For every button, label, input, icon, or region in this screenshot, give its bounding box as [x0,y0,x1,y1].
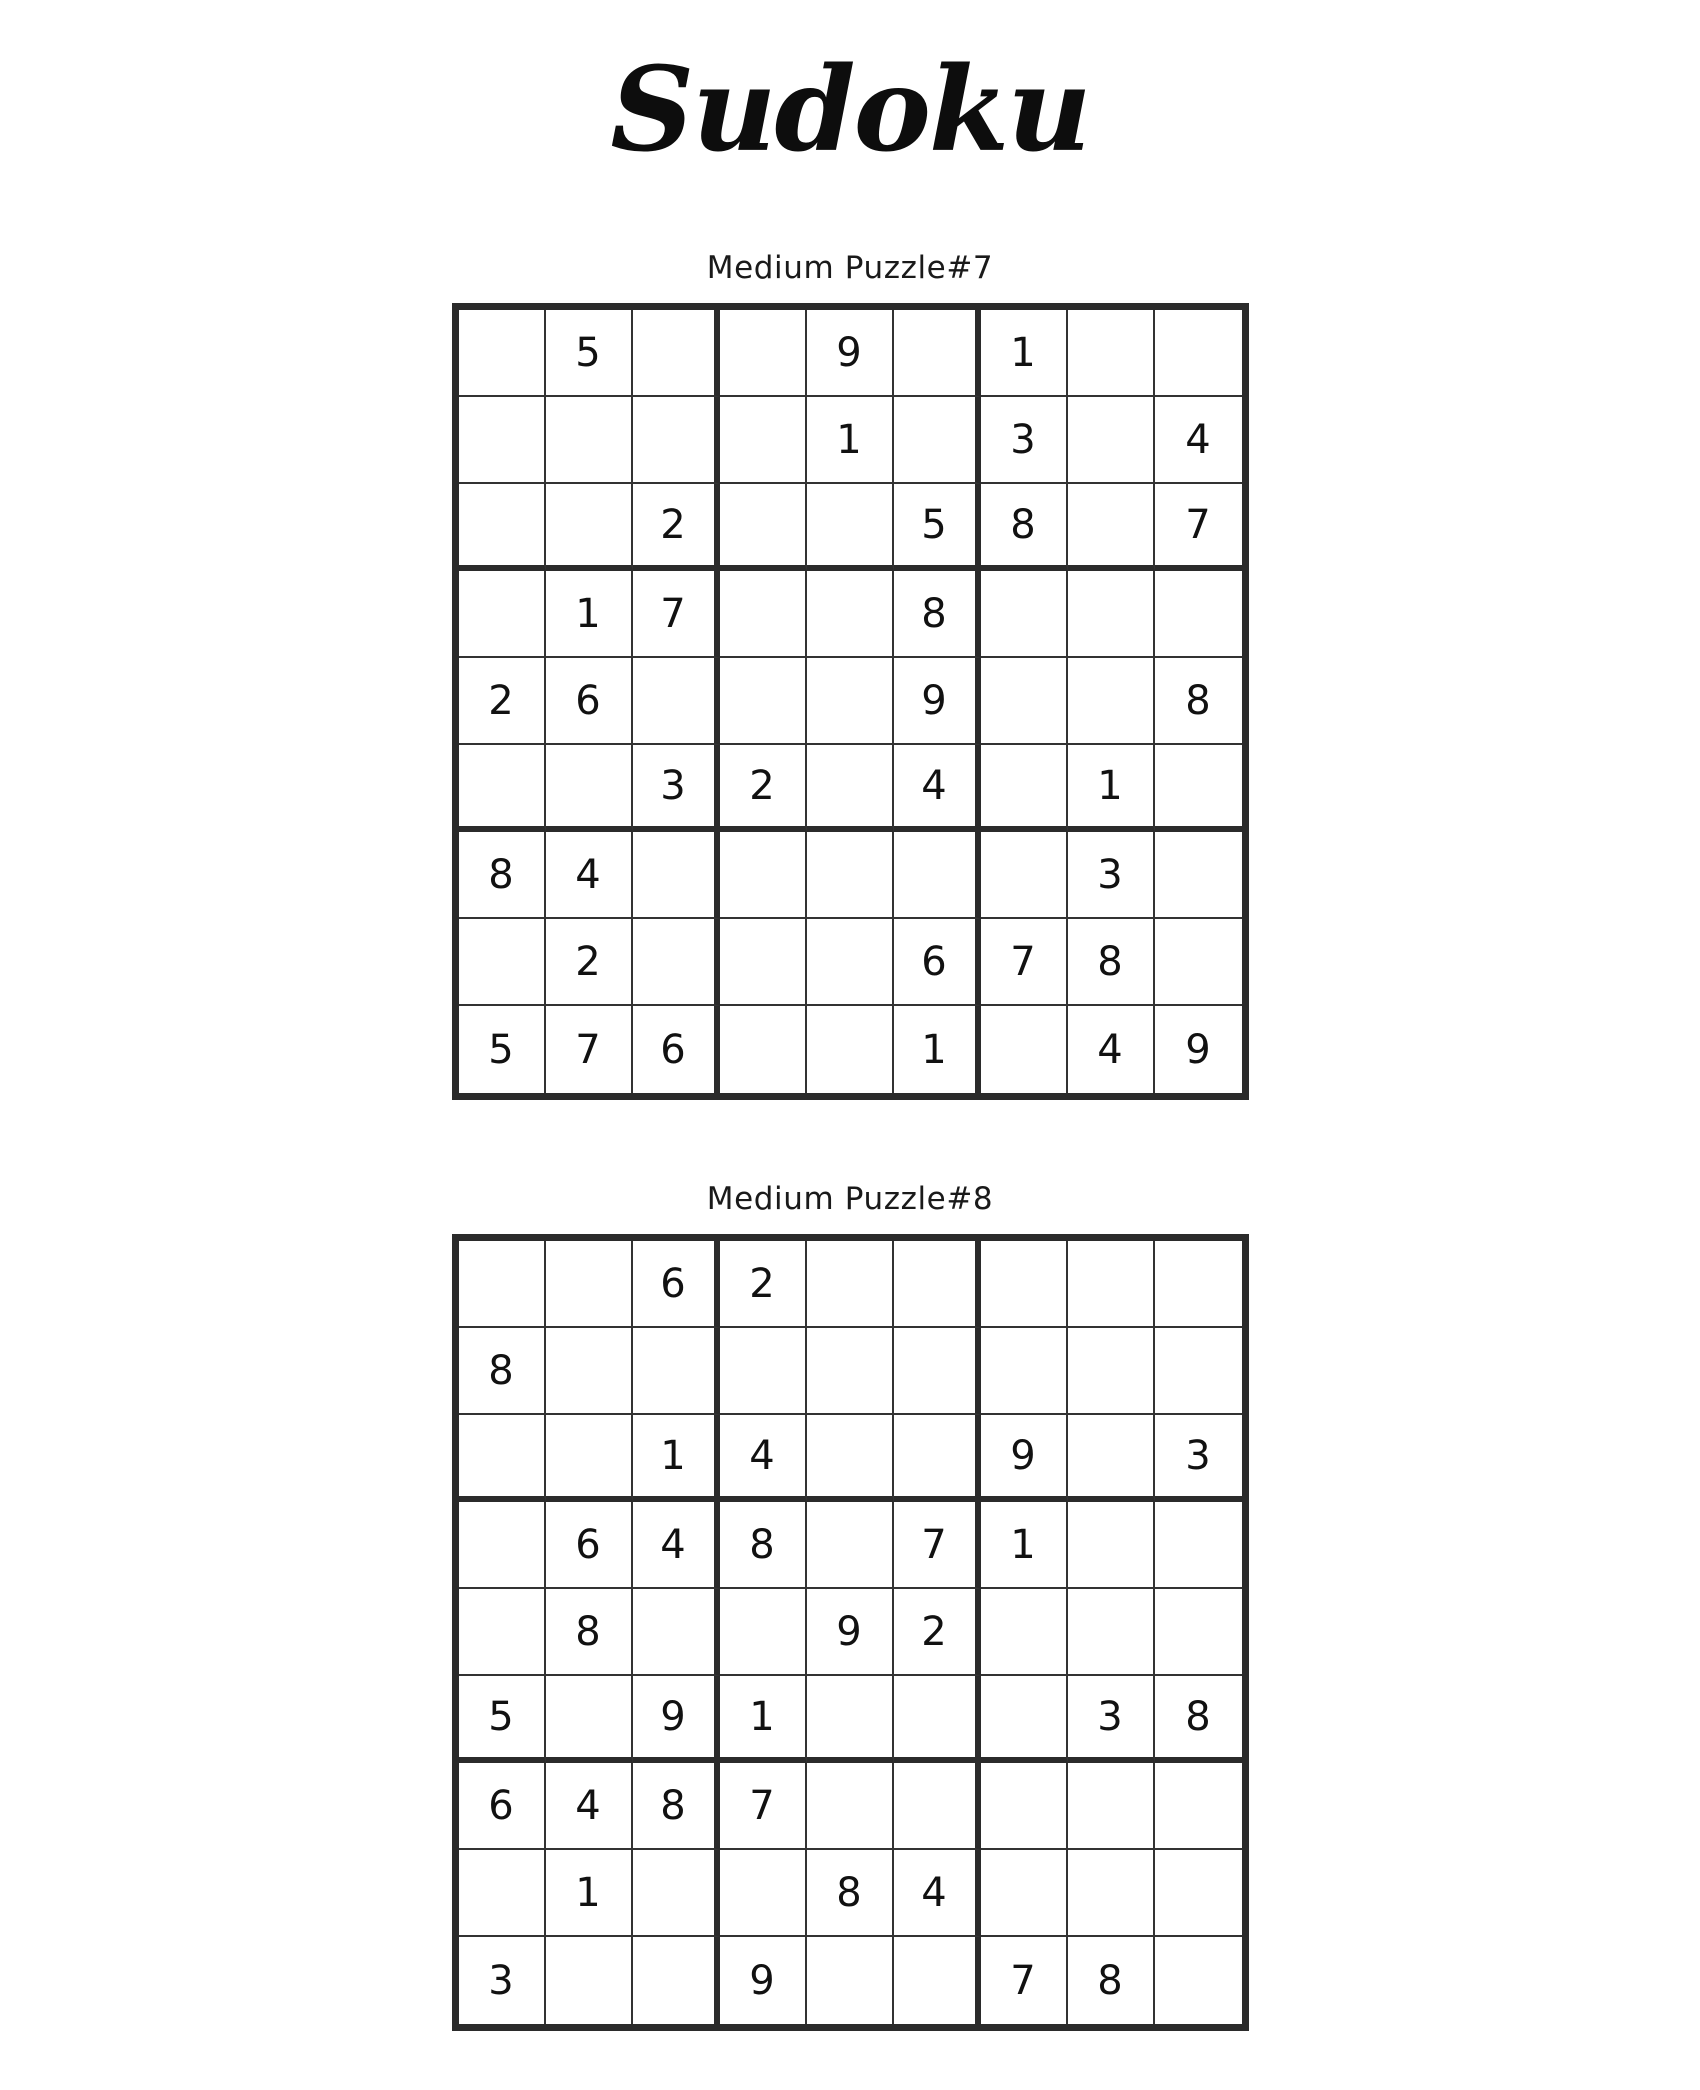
sudoku-cell-empty[interactable] [807,1241,894,1328]
sudoku-cell-given[interactable]: 6 [633,1241,720,1328]
sudoku-cell-empty[interactable] [1068,571,1155,658]
sudoku-cell-empty[interactable] [807,484,894,571]
sudoku-cell-given[interactable]: 1 [807,397,894,484]
sudoku-cell-empty[interactable] [981,1328,1068,1415]
sudoku-cell-empty[interactable] [546,1676,633,1763]
sudoku-cell-empty[interactable] [894,1763,981,1850]
sudoku-cell-empty[interactable] [894,832,981,919]
sudoku-cell-given[interactable]: 4 [720,1415,807,1502]
sudoku-cell-empty[interactable] [1155,1502,1242,1589]
sudoku-cell-given[interactable]: 8 [1068,919,1155,1006]
sudoku-cell-empty[interactable] [807,832,894,919]
sudoku-cell-given[interactable]: 2 [894,1589,981,1676]
sudoku-cell-empty[interactable] [720,1589,807,1676]
sudoku-cell-given[interactable]: 5 [459,1006,546,1093]
sudoku-cell-empty[interactable] [981,832,1068,919]
sudoku-cell-empty[interactable] [1155,832,1242,919]
sudoku-cell-empty[interactable] [894,1415,981,1502]
sudoku-cell-given[interactable]: 8 [720,1502,807,1589]
sudoku-cell-empty[interactable] [981,658,1068,745]
sudoku-cell-given[interactable]: 6 [459,1763,546,1850]
sudoku-cell-given[interactable]: 9 [633,1676,720,1763]
sudoku-cell-given[interactable]: 9 [894,658,981,745]
sudoku-cell-empty[interactable] [1155,919,1242,1006]
sudoku-cell-empty[interactable] [633,1328,720,1415]
sudoku-cell-empty[interactable] [720,1328,807,1415]
sudoku-cell-given[interactable]: 8 [807,1850,894,1937]
sudoku-cell-empty[interactable] [720,397,807,484]
sudoku-cell-empty[interactable] [981,1241,1068,1328]
sudoku-cell-given[interactable]: 7 [546,1006,633,1093]
sudoku-cell-given[interactable]: 9 [720,1937,807,2024]
sudoku-cell-given[interactable]: 9 [981,1415,1068,1502]
sudoku-cell-given[interactable]: 8 [546,1589,633,1676]
sudoku-cell-given[interactable]: 5 [459,1676,546,1763]
sudoku-cell-empty[interactable] [633,919,720,1006]
sudoku-cell-given[interactable]: 7 [981,1937,1068,2024]
sudoku-cell-empty[interactable] [894,1937,981,2024]
puzzle-grid-wrapper-1 [0,303,1700,1100]
sudoku-cell-empty[interactable] [807,1937,894,2024]
sudoku-cell-empty[interactable] [1155,1937,1242,2024]
sudoku-cell-given[interactable]: 4 [894,745,981,832]
sudoku-cell-empty[interactable] [807,1676,894,1763]
sudoku-cell-empty[interactable] [1068,1328,1155,1415]
sudoku-cell-given[interactable]: 6 [546,658,633,745]
page-title: Sudoku [610,42,1090,178]
sudoku-cell-given[interactable]: 8 [459,1328,546,1415]
sudoku-cell-empty[interactable] [894,310,981,397]
sudoku-cell-empty[interactable] [807,1328,894,1415]
sudoku-cell-empty[interactable] [1155,745,1242,832]
sudoku-cell-given[interactable]: 1 [546,1850,633,1937]
sudoku-cell-given[interactable]: 1 [981,310,1068,397]
sudoku-cell-empty[interactable] [720,658,807,745]
sudoku-cell-empty[interactable] [1068,1763,1155,1850]
sudoku-cell-empty[interactable] [633,1937,720,2024]
sudoku-cell-given[interactable]: 3 [981,397,1068,484]
sudoku-cell-empty[interactable] [1155,310,1242,397]
sudoku-cell-empty[interactable] [720,571,807,658]
sudoku-cell-empty[interactable] [981,1676,1068,1763]
sudoku-cell-empty[interactable] [459,1415,546,1502]
sudoku-cell-empty[interactable] [546,1415,633,1502]
sudoku-cell-empty[interactable] [546,397,633,484]
sudoku-cell-empty[interactable] [807,1502,894,1589]
sudoku-cell-empty[interactable] [1068,1850,1155,1937]
sudoku-cell-empty[interactable] [807,745,894,832]
sudoku-cell-empty[interactable] [633,658,720,745]
sudoku-cell-empty[interactable] [807,1415,894,1502]
sudoku-cell-given[interactable]: 5 [546,310,633,397]
sudoku-cell-given[interactable]: 1 [633,1415,720,1502]
sudoku-cell-empty[interactable] [459,1589,546,1676]
sudoku-cell-empty[interactable] [1068,484,1155,571]
sudoku-cell-empty[interactable] [1068,397,1155,484]
sudoku-cell-given[interactable]: 4 [633,1502,720,1589]
sudoku-cell-empty[interactable] [720,1006,807,1093]
sudoku-cell-empty[interactable] [720,1850,807,1937]
sudoku-cell-empty[interactable] [807,1006,894,1093]
sudoku-cell-given[interactable]: 7 [894,1502,981,1589]
sudoku-cell-given[interactable]: 7 [633,571,720,658]
sudoku-cell-empty[interactable] [981,1763,1068,1850]
sudoku-cell-given[interactable]: 1 [981,1502,1068,1589]
sudoku-cell-given[interactable]: 8 [633,1763,720,1850]
puzzle-section-1 [0,250,1700,1100]
sudoku-cell-empty[interactable] [546,745,633,832]
sudoku-cell-given[interactable]: 9 [807,310,894,397]
sudoku-cell-empty[interactable] [546,1241,633,1328]
puzzle-section-2 [0,1181,1700,2031]
sudoku-cell-empty[interactable] [633,1589,720,1676]
sudoku-grid-1[interactable] [452,303,1249,1100]
sudoku-cell-empty[interactable] [807,658,894,745]
sudoku-cell-empty[interactable] [633,832,720,919]
sudoku-cell-given[interactable]: 2 [459,658,546,745]
sudoku-cell-empty[interactable] [981,1850,1068,1937]
sudoku-cell-empty[interactable] [720,919,807,1006]
sudoku-cell-empty[interactable] [894,1676,981,1763]
sudoku-cell-given[interactable]: 2 [720,745,807,832]
sudoku-cell-given[interactable]: 8 [1155,1676,1242,1763]
sudoku-cell-empty[interactable] [720,832,807,919]
sudoku-cell-empty[interactable] [807,1763,894,1850]
sudoku-cell-empty[interactable] [459,571,546,658]
sudoku-cell-given[interactable]: 9 [807,1589,894,1676]
sudoku-cell-given[interactable]: 8 [894,571,981,658]
sudoku-cell-given[interactable]: 9 [1155,1006,1242,1093]
sudoku-cell-given[interactable]: 2 [720,1241,807,1328]
sudoku-cell-given[interactable]: 2 [546,919,633,1006]
sudoku-cell-given[interactable]: 6 [633,1006,720,1093]
sudoku-cell-given[interactable]: 7 [981,919,1068,1006]
puzzle-grid-wrapper-2 [0,1234,1700,2031]
sudoku-cell-given[interactable]: 2 [633,484,720,571]
sudoku-cell-given[interactable]: 7 [1155,484,1242,571]
sudoku-cell-empty[interactable] [807,919,894,1006]
sudoku-cell-empty[interactable] [459,1502,546,1589]
sudoku-cell-given[interactable]: 4 [546,1763,633,1850]
sudoku-cell-given[interactable]: 8 [1068,1937,1155,2024]
sudoku-cell-given[interactable]: 4 [1068,1006,1155,1093]
sudoku-cell-empty[interactable] [1155,1763,1242,1850]
sudoku-cell-empty[interactable] [459,745,546,832]
sudoku-cell-empty[interactable] [894,397,981,484]
sudoku-cell-empty[interactable] [981,1589,1068,1676]
sudoku-cell-given[interactable]: 7 [720,1763,807,1850]
sudoku-cell-empty[interactable] [459,310,546,397]
sudoku-cell-empty[interactable] [459,1850,546,1937]
sudoku-cell-given[interactable]: 5 [894,484,981,571]
sudoku-cell-empty[interactable] [1068,658,1155,745]
sudoku-cell-empty[interactable] [1068,1589,1155,1676]
sudoku-cell-given[interactable]: 6 [546,1502,633,1589]
sudoku-cell-empty[interactable] [981,571,1068,658]
sudoku-cell-given[interactable]: 1 [720,1676,807,1763]
sudoku-cell-empty[interactable] [459,1241,546,1328]
sudoku-cell-empty[interactable] [720,310,807,397]
sudoku-cell-empty[interactable] [546,1328,633,1415]
sudoku-cell-empty[interactable] [1155,1328,1242,1415]
sudoku-cell-given[interactable]: 1 [894,1006,981,1093]
sudoku-cell-given[interactable]: 4 [546,832,633,919]
sudoku-cell-given[interactable]: 1 [1068,745,1155,832]
sudoku-cell-given[interactable]: 3 [633,745,720,832]
sudoku-cell-empty[interactable] [981,1006,1068,1093]
sudoku-cell-empty[interactable] [633,310,720,397]
sudoku-cell-empty[interactable] [894,1241,981,1328]
sudoku-cell-empty[interactable] [720,484,807,571]
sudoku-cell-empty[interactable] [1155,571,1242,658]
sudoku-cell-given[interactable]: 8 [981,484,1068,571]
sudoku-cell-given[interactable]: 4 [1155,397,1242,484]
sudoku-cell-empty[interactable] [546,1937,633,2024]
sudoku-cell-given[interactable]: 8 [1155,658,1242,745]
sudoku-cell-empty[interactable] [459,919,546,1006]
sudoku-cell-empty[interactable] [1068,310,1155,397]
sudoku-cell-given[interactable]: 8 [459,832,546,919]
sudoku-cell-empty[interactable] [981,745,1068,832]
puzzle-label-1: Medium Puzzle#7 [706,250,994,286]
sudoku-grid-2[interactable] [452,1234,1249,2031]
sudoku-cell-given[interactable]: 4 [894,1850,981,1937]
puzzle-label-2: Medium Puzzle#8 [706,1181,994,1217]
sudoku-cell-empty[interactable] [1155,1850,1242,1937]
sudoku-cell-given[interactable]: 3 [459,1937,546,2024]
sudoku-cell-empty[interactable] [807,571,894,658]
sudoku-cell-empty[interactable] [1155,1589,1242,1676]
sudoku-cell-given[interactable]: 3 [1068,1676,1155,1763]
sudoku-cell-given[interactable]: 6 [894,919,981,1006]
sudoku-cell-empty[interactable] [633,1850,720,1937]
sudoku-cell-empty[interactable] [1068,1502,1155,1589]
sudoku-cell-empty[interactable] [459,484,546,571]
sudoku-cell-empty[interactable] [1155,1241,1242,1328]
sudoku-cell-empty[interactable] [459,397,546,484]
sudoku-cell-empty[interactable] [894,1328,981,1415]
sudoku-cell-empty[interactable] [1068,1241,1155,1328]
sudoku-cell-empty[interactable] [546,484,633,571]
sudoku-cell-given[interactable]: 3 [1155,1415,1242,1502]
sudoku-cell-given[interactable]: 3 [1068,832,1155,919]
sudoku-cell-empty[interactable] [633,397,720,484]
sudoku-cell-empty[interactable] [1068,1415,1155,1502]
sudoku-cell-given[interactable]: 1 [546,571,633,658]
